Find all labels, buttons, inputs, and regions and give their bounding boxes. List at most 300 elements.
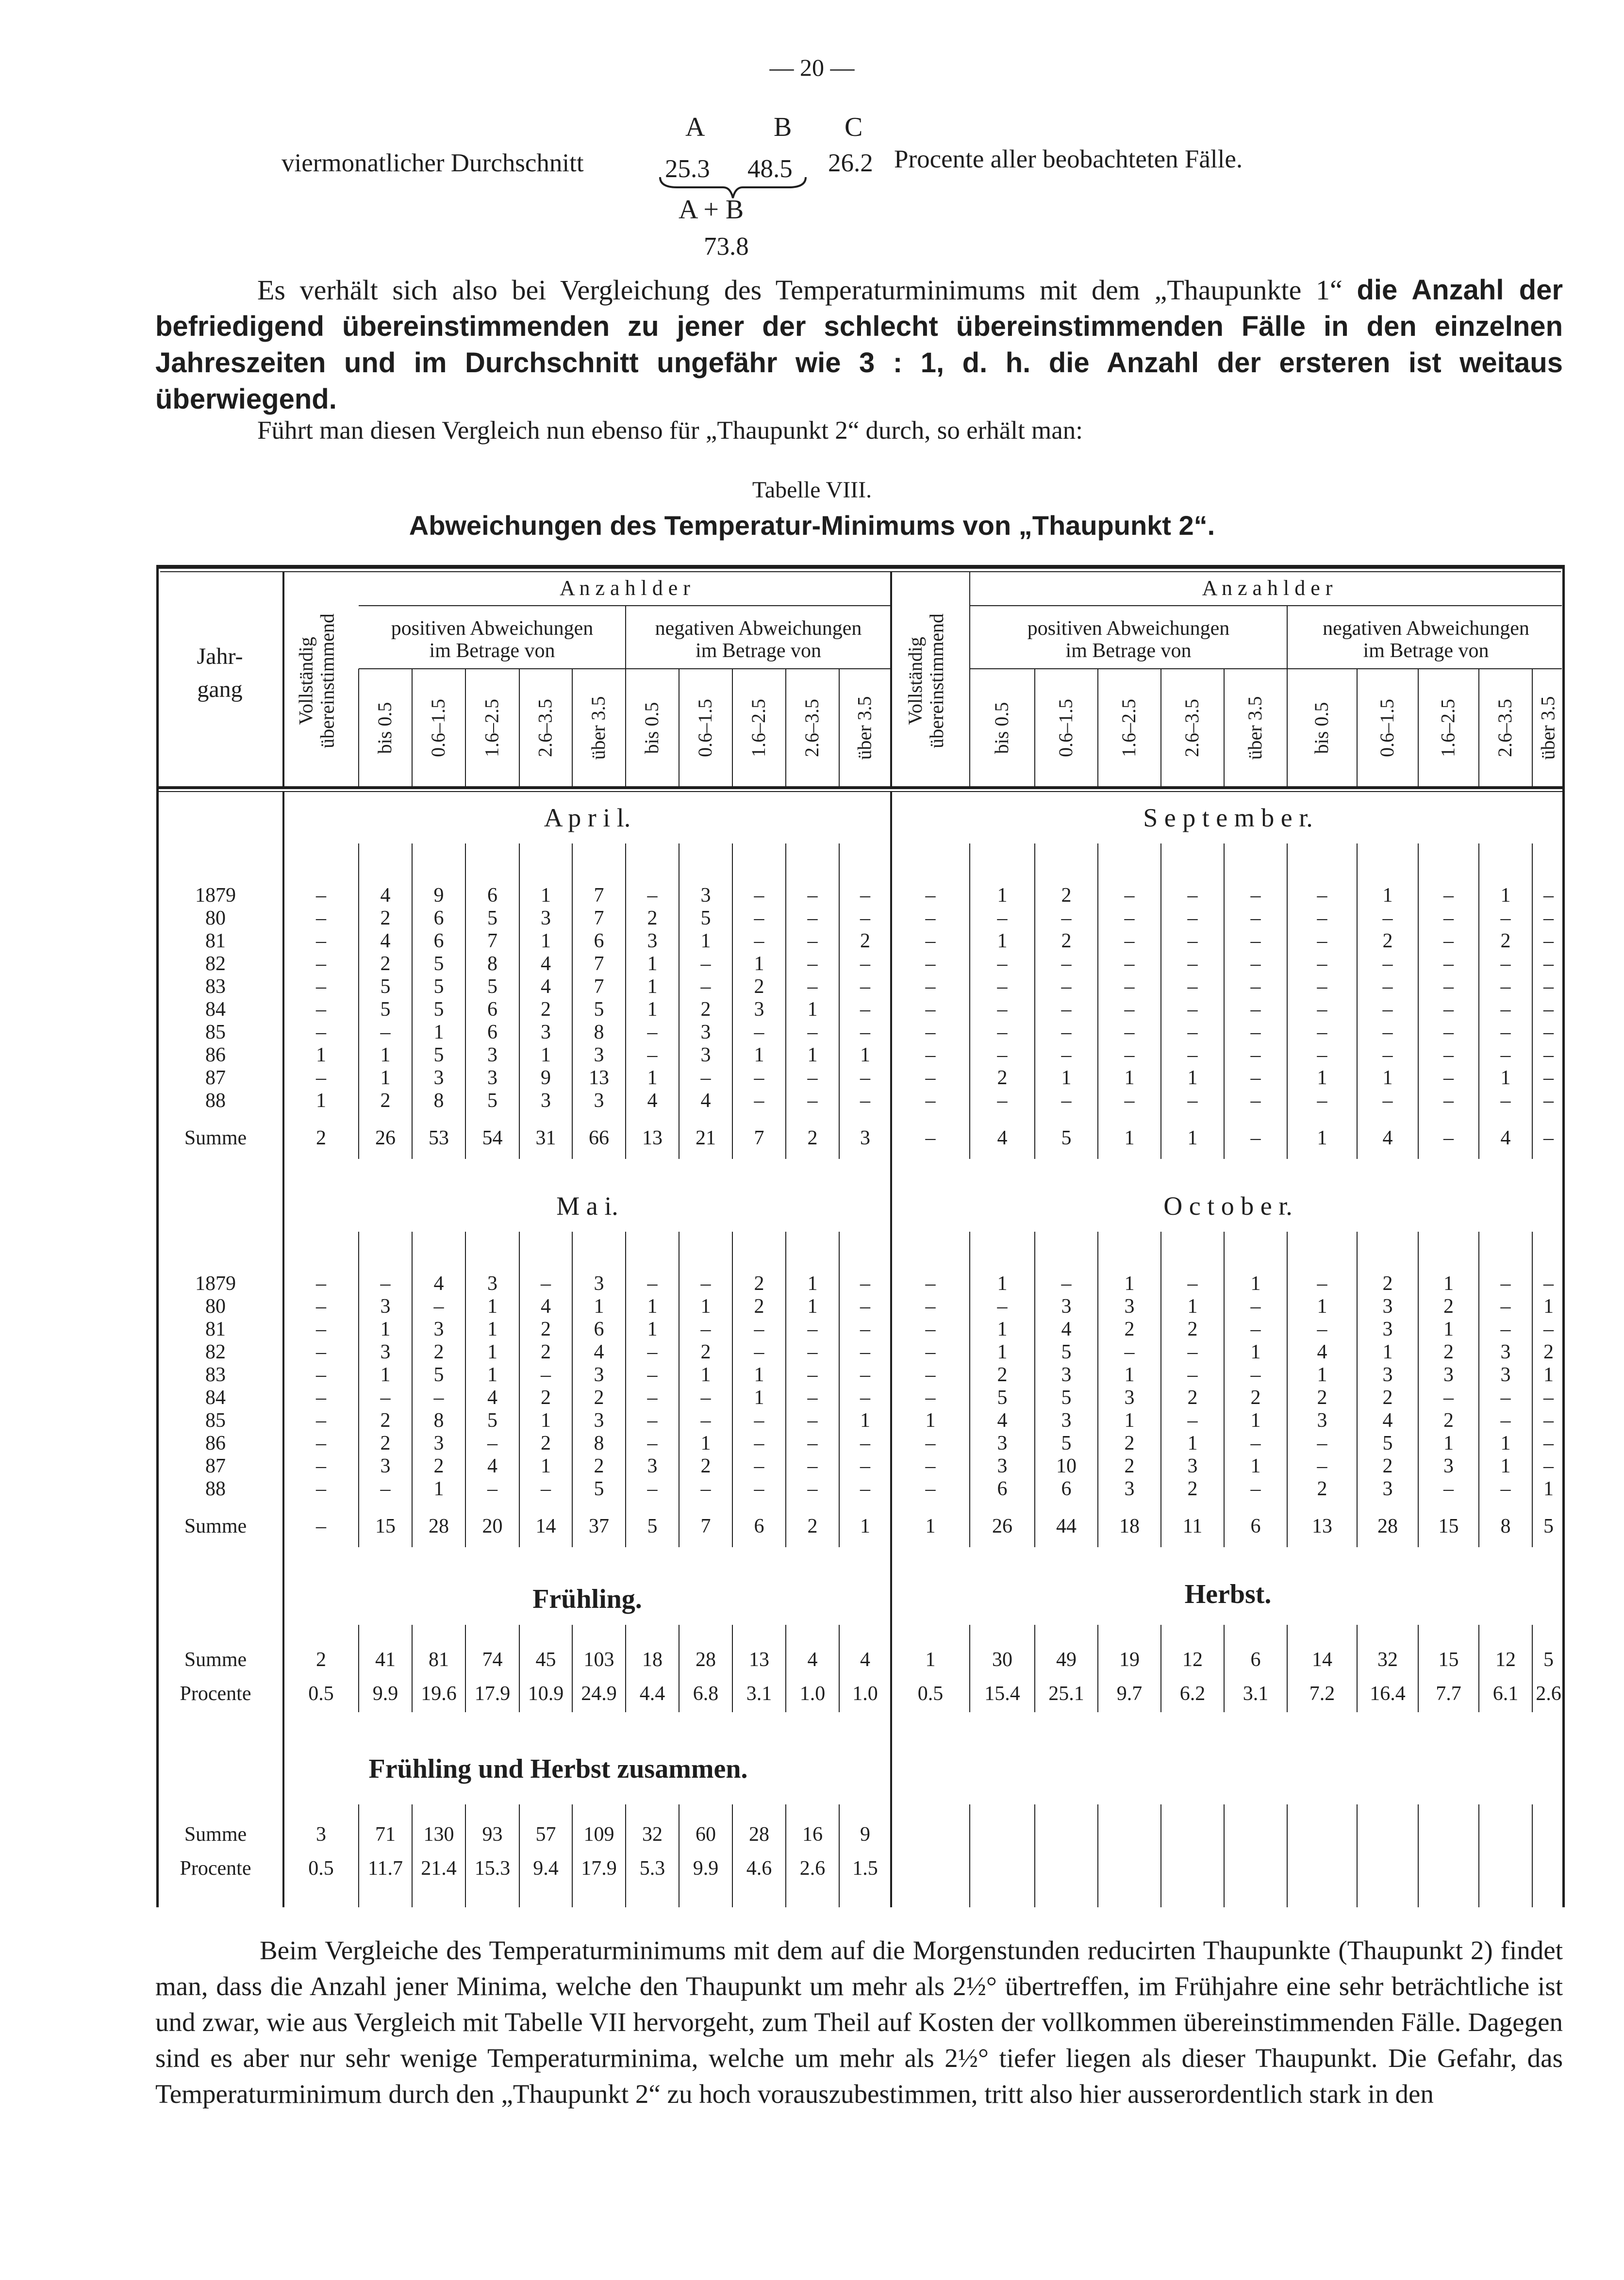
combined-value: 15.3 bbox=[474, 1857, 511, 1880]
cell-value: 1 bbox=[1500, 1067, 1511, 1089]
cell-value: – bbox=[1061, 1272, 1072, 1295]
header-range: bis 0.5 bbox=[374, 702, 396, 754]
cell-value: – bbox=[1124, 1341, 1135, 1363]
sum-value: 28 bbox=[1377, 1515, 1398, 1537]
cell-value: – bbox=[807, 1067, 818, 1089]
cell-value: 1 bbox=[1382, 884, 1393, 907]
combined-value: 4.6 bbox=[746, 1857, 772, 1880]
paragraph-1 bbox=[155, 272, 1563, 417]
cell-value: 5 bbox=[487, 1409, 497, 1432]
header-range: über 3.5 bbox=[1537, 696, 1559, 760]
cell-value: – bbox=[754, 1455, 764, 1477]
cell-value: 2 bbox=[1443, 1409, 1454, 1432]
sum-value: – bbox=[1443, 1127, 1454, 1149]
cell-value: – bbox=[860, 1318, 870, 1340]
cell-value: – bbox=[316, 1364, 326, 1386]
combined-value: 71 bbox=[375, 1823, 396, 1846]
cell-value: – bbox=[316, 1387, 326, 1409]
cell-value: – bbox=[925, 1432, 936, 1454]
cell-value: – bbox=[1187, 1021, 1198, 1043]
cell-value: – bbox=[316, 1295, 326, 1318]
header-range: 2.6–3.5 bbox=[1494, 699, 1516, 757]
cell-value: 1 bbox=[541, 1409, 551, 1432]
cell-value: 1 bbox=[647, 975, 658, 998]
cell-value: 2 bbox=[1317, 1478, 1327, 1500]
average-c: 26.2 bbox=[828, 149, 873, 177]
cell-value: 2 bbox=[380, 1409, 391, 1432]
cell-value: 1 bbox=[316, 1044, 326, 1066]
cell-value: – bbox=[433, 1295, 444, 1318]
cell-value: 2 bbox=[541, 1387, 551, 1409]
combined-value: 28 bbox=[749, 1823, 769, 1846]
row-label: 86 bbox=[205, 1044, 226, 1066]
cell-value: 1 bbox=[1500, 1455, 1511, 1477]
combined-value: 2.6 bbox=[799, 1857, 826, 1880]
cell-value: – bbox=[925, 930, 936, 952]
season-title-left: Frühling. bbox=[532, 1584, 642, 1614]
cell-value: 5 bbox=[433, 975, 444, 998]
cell-value: 3 bbox=[997, 1455, 1008, 1477]
row-label: 81 bbox=[205, 1318, 226, 1340]
cell-value: 1 bbox=[1500, 884, 1511, 907]
cell-value: 1 bbox=[1500, 1432, 1511, 1454]
cell-value: – bbox=[1443, 1090, 1454, 1112]
cell-value: 2 bbox=[380, 907, 391, 929]
cell-value: 1 bbox=[1443, 1318, 1454, 1340]
cell-value: 1 bbox=[700, 1432, 711, 1454]
cell-value: 1 bbox=[997, 884, 1008, 907]
sum-value: – bbox=[316, 1515, 326, 1537]
cell-value: 3 bbox=[647, 1455, 658, 1477]
cell-value: 1 bbox=[1061, 1067, 1072, 1089]
sum-value: 2 bbox=[807, 1127, 818, 1149]
cell-value: – bbox=[1250, 1067, 1261, 1089]
cell-value: 1 bbox=[700, 1364, 711, 1386]
cell-value: – bbox=[1500, 1318, 1511, 1340]
season-value: 12 bbox=[1182, 1649, 1203, 1671]
cell-value: 2 bbox=[700, 1341, 711, 1363]
cell-value: – bbox=[1061, 1044, 1072, 1066]
cell-value: – bbox=[754, 1432, 764, 1454]
sum-value: 13 bbox=[642, 1127, 663, 1149]
cell-value: – bbox=[1187, 1409, 1198, 1432]
cell-value: – bbox=[925, 1478, 936, 1500]
cell-value: 4 bbox=[541, 975, 551, 998]
cell-value: – bbox=[1543, 1432, 1554, 1454]
table-title: Abweichungen des Temperatur-Minimums von „Thaupunkt 2“. bbox=[409, 510, 1215, 541]
cell-value: – bbox=[1061, 953, 1072, 975]
cell-value: 1 bbox=[1543, 1364, 1554, 1386]
cell-value: – bbox=[1250, 1044, 1261, 1066]
cell-value: 1 bbox=[1443, 1432, 1454, 1454]
cell-value: 6 bbox=[1061, 1478, 1072, 1500]
cell-value: 6 bbox=[594, 930, 604, 952]
cell-value: – bbox=[860, 1021, 870, 1043]
cell-value: 1 bbox=[1382, 1341, 1393, 1363]
season-value: 18 bbox=[642, 1649, 663, 1671]
header-anzahl: A n z a h l d e r bbox=[560, 576, 690, 600]
cell-value: 5 bbox=[487, 1090, 497, 1112]
header-range: 0.6–1.5 bbox=[1055, 699, 1077, 757]
cell-value: – bbox=[807, 930, 818, 952]
cell-value: – bbox=[925, 1455, 936, 1477]
cell-value: 1 bbox=[997, 1272, 1008, 1295]
average-ab: 73.8 bbox=[704, 232, 749, 261]
section-title-1: M a i. bbox=[556, 1191, 618, 1221]
cell-value: 5 bbox=[433, 953, 444, 975]
cell-value: 4 bbox=[647, 1090, 658, 1112]
cell-value: – bbox=[1543, 1387, 1554, 1409]
cell-value: 1 bbox=[594, 1295, 604, 1318]
season-value: 19.6 bbox=[421, 1683, 457, 1705]
cell-value: – bbox=[1443, 907, 1454, 929]
cell-value: – bbox=[860, 1455, 870, 1477]
cell-value: – bbox=[1543, 1455, 1554, 1477]
season-value: 10.9 bbox=[528, 1683, 564, 1705]
cell-value: 1 bbox=[1124, 1364, 1135, 1386]
cell-value: 2 bbox=[1061, 884, 1072, 907]
cell-value: – bbox=[316, 1021, 326, 1043]
cell-value: – bbox=[860, 975, 870, 998]
cell-value: – bbox=[1317, 1044, 1327, 1066]
section-title-1: O c t o b e r. bbox=[1163, 1191, 1293, 1221]
cell-value: – bbox=[925, 1295, 936, 1318]
sum-value: 2 bbox=[316, 1127, 326, 1149]
row-label: 86 bbox=[205, 1432, 226, 1454]
cell-value: 3 bbox=[594, 1272, 604, 1295]
cell-value: – bbox=[1500, 1387, 1511, 1409]
season-value: 4 bbox=[807, 1649, 818, 1671]
cell-value: – bbox=[1061, 1021, 1072, 1043]
cell-value: – bbox=[1061, 975, 1072, 998]
table-label: Tabelle VIII. bbox=[752, 477, 872, 503]
letter-b: B bbox=[774, 112, 792, 142]
cell-value: – bbox=[1250, 1478, 1261, 1500]
cell-value: – bbox=[1382, 975, 1393, 998]
cell-value: – bbox=[1124, 953, 1135, 975]
cell-value: – bbox=[1500, 1021, 1511, 1043]
cell-value: 4 bbox=[433, 1272, 444, 1295]
cell-value: – bbox=[700, 1272, 711, 1295]
cell-value: 1 bbox=[754, 1387, 764, 1409]
combined-value: 130 bbox=[423, 1823, 454, 1846]
cell-value: – bbox=[925, 1341, 936, 1363]
cell-value: – bbox=[487, 1432, 497, 1454]
cell-value: 1 bbox=[1187, 1295, 1198, 1318]
cell-value: – bbox=[807, 1090, 818, 1112]
sum-value: 15 bbox=[1438, 1515, 1459, 1537]
season-value: 13 bbox=[749, 1649, 769, 1671]
season-value: 7.7 bbox=[1436, 1683, 1461, 1705]
cell-value: – bbox=[754, 930, 764, 952]
combined-value: 0.5 bbox=[308, 1857, 334, 1880]
cell-value: 13 bbox=[589, 1067, 609, 1089]
cell-value: – bbox=[433, 1387, 444, 1409]
cell-value: 5 bbox=[487, 907, 497, 929]
cell-value: 4 bbox=[1317, 1341, 1327, 1363]
cell-value: – bbox=[316, 907, 326, 929]
sum-value: 11 bbox=[1182, 1515, 1203, 1537]
cell-value: 1 bbox=[700, 930, 711, 952]
cell-value: 1 bbox=[754, 1364, 764, 1386]
combined-value: 16 bbox=[802, 1823, 823, 1846]
season-value: 14 bbox=[1312, 1649, 1332, 1671]
season-value: 1.0 bbox=[852, 1683, 878, 1705]
combined-value: 60 bbox=[696, 1823, 716, 1846]
cell-value: – bbox=[1500, 1090, 1511, 1112]
cell-value: – bbox=[1061, 998, 1072, 1021]
cell-value: – bbox=[860, 907, 870, 929]
cell-value: – bbox=[997, 1021, 1008, 1043]
cell-value: 1 bbox=[807, 998, 818, 1021]
cell-value: 1 bbox=[541, 1044, 551, 1066]
row-label: 87 bbox=[205, 1455, 226, 1477]
combined-value: 21.4 bbox=[421, 1857, 457, 1880]
cell-value: 5 bbox=[594, 1478, 604, 1500]
cell-value: 7 bbox=[487, 930, 497, 952]
cell-value: – bbox=[1443, 1478, 1454, 1500]
cell-value: 3 bbox=[594, 1044, 604, 1066]
cell-value: 3 bbox=[487, 1272, 497, 1295]
sum-value: 6 bbox=[754, 1515, 764, 1537]
sum-value: 54 bbox=[482, 1127, 503, 1149]
season-row-label: Procente bbox=[180, 1683, 251, 1705]
cell-value: 4 bbox=[487, 1387, 497, 1409]
cell-value: – bbox=[754, 1409, 764, 1432]
cell-value: – bbox=[860, 1432, 870, 1454]
cell-value: 4 bbox=[1382, 1409, 1393, 1432]
combined-value: 9 bbox=[860, 1823, 870, 1846]
average-label: viermonatlicher Durchschnitt bbox=[282, 149, 584, 177]
cell-value: – bbox=[316, 975, 326, 998]
sum-value: 14 bbox=[535, 1515, 556, 1537]
cell-value: 5 bbox=[433, 1044, 444, 1066]
sum-value: 7 bbox=[700, 1515, 711, 1537]
cell-value: 1 bbox=[380, 1067, 391, 1089]
row-label: 83 bbox=[205, 1364, 226, 1386]
sum-value: 5 bbox=[1061, 1127, 1072, 1149]
letter-a-plus-b: A + B bbox=[679, 195, 744, 225]
combined-value: 9.9 bbox=[693, 1857, 719, 1880]
cell-value: 1 bbox=[997, 930, 1008, 952]
cell-value: – bbox=[1317, 953, 1327, 975]
cell-value: 3 bbox=[433, 1318, 444, 1340]
season-value: 12 bbox=[1495, 1649, 1516, 1671]
cell-value: – bbox=[1061, 1090, 1072, 1112]
cell-value: – bbox=[316, 1455, 326, 1477]
cell-value: 2 bbox=[860, 930, 870, 952]
cell-value: – bbox=[860, 1478, 870, 1500]
cell-value: – bbox=[1500, 1295, 1511, 1318]
cell-value: 2 bbox=[594, 1387, 604, 1409]
section-title-0: S e p t e m b e r. bbox=[1143, 803, 1313, 832]
cell-value: 2 bbox=[997, 1067, 1008, 1089]
cell-value: 1 bbox=[1250, 1409, 1261, 1432]
cell-value: – bbox=[1382, 1044, 1393, 1066]
header-range: 2.6–3.5 bbox=[801, 699, 823, 757]
cell-value: 2 bbox=[754, 1295, 764, 1318]
header-jahrgang: gang bbox=[197, 677, 243, 702]
cell-value: – bbox=[860, 998, 870, 1021]
sum-value: 8 bbox=[1500, 1515, 1511, 1537]
cell-value: – bbox=[1500, 907, 1511, 929]
cell-value: 1 bbox=[1382, 1067, 1393, 1089]
season-value: 4 bbox=[860, 1649, 870, 1671]
cell-value: 5 bbox=[380, 975, 391, 998]
header-range: über 3.5 bbox=[1244, 696, 1266, 760]
cell-value: 2 bbox=[1382, 1387, 1393, 1409]
season-value: 6.2 bbox=[1179, 1683, 1206, 1705]
cell-value: 5 bbox=[1061, 1341, 1072, 1363]
cell-value: 3 bbox=[997, 1432, 1008, 1454]
cell-value: 3 bbox=[754, 998, 764, 1021]
cell-value: 3 bbox=[594, 1090, 604, 1112]
cell-value: 6 bbox=[594, 1318, 604, 1340]
sum-value: – bbox=[1250, 1127, 1261, 1149]
cell-value: – bbox=[647, 1409, 658, 1432]
cell-value: 2 bbox=[1250, 1387, 1261, 1409]
cell-value: 2 bbox=[1443, 1341, 1454, 1363]
cell-value: 2 bbox=[754, 1272, 764, 1295]
combined-value: 109 bbox=[583, 1823, 614, 1846]
cell-value: 6 bbox=[487, 998, 497, 1021]
cell-value: – bbox=[807, 1478, 818, 1500]
cell-value: – bbox=[1187, 1272, 1198, 1295]
cell-value: – bbox=[1124, 998, 1135, 1021]
cell-value: 1 bbox=[754, 953, 764, 975]
cell-value: 2 bbox=[1187, 1387, 1198, 1409]
cell-value: – bbox=[1187, 884, 1198, 907]
header-positiv: im Betrage von bbox=[429, 640, 555, 662]
cell-value: – bbox=[700, 1478, 711, 1500]
cell-value: – bbox=[1317, 884, 1327, 907]
season-value: 32 bbox=[1377, 1649, 1398, 1671]
sum-value: 44 bbox=[1056, 1515, 1077, 1537]
page-number: — 20 — bbox=[769, 54, 855, 81]
cell-value: 5 bbox=[487, 975, 497, 998]
header-negativ: im Betrage von bbox=[1363, 640, 1489, 662]
cell-value: – bbox=[860, 884, 870, 907]
cell-value: – bbox=[997, 953, 1008, 975]
cell-value: – bbox=[1543, 1409, 1554, 1432]
sum-value: – bbox=[1543, 1127, 1554, 1149]
row-label: 85 bbox=[205, 1409, 226, 1432]
cell-value: – bbox=[807, 907, 818, 929]
cell-value: – bbox=[1443, 1021, 1454, 1043]
cell-value: 1 bbox=[1250, 1341, 1261, 1363]
cell-value: – bbox=[807, 975, 818, 998]
season-value: 45 bbox=[535, 1649, 556, 1671]
cell-value: – bbox=[1250, 1090, 1261, 1112]
cell-value: – bbox=[700, 1409, 711, 1432]
cell-value: – bbox=[1500, 998, 1511, 1021]
cell-value: 5 bbox=[1382, 1432, 1393, 1454]
cell-value: 1 bbox=[1187, 1432, 1198, 1454]
sum-value: 1 bbox=[1124, 1127, 1135, 1149]
combined-title: Frühling und Herbst zusammen. bbox=[368, 1754, 748, 1784]
cell-value: 1 bbox=[647, 1067, 658, 1089]
cell-value: 2 bbox=[433, 1455, 444, 1477]
cell-value: – bbox=[316, 1478, 326, 1500]
cell-value: 2 bbox=[1061, 930, 1072, 952]
cell-value: 4 bbox=[1061, 1318, 1072, 1340]
cell-value: 1 bbox=[647, 1295, 658, 1318]
sum-value: – bbox=[925, 1127, 936, 1149]
cell-value: – bbox=[860, 1295, 870, 1318]
sum-value: 4 bbox=[997, 1127, 1008, 1149]
cell-value: 3 bbox=[1382, 1478, 1393, 1500]
combined-row-label: Summe bbox=[184, 1823, 247, 1846]
cell-value: – bbox=[925, 1387, 936, 1409]
cell-value: – bbox=[1543, 1067, 1554, 1089]
header-positiv: im Betrage von bbox=[1065, 640, 1192, 662]
row-label: 80 bbox=[205, 907, 226, 929]
cell-value: – bbox=[1543, 884, 1554, 907]
cell-value: 1 bbox=[860, 1409, 870, 1432]
cell-value: 1 bbox=[380, 1044, 391, 1066]
cell-value: 4 bbox=[487, 1455, 497, 1477]
cell-value: 2 bbox=[380, 1432, 391, 1454]
cell-value: – bbox=[1250, 1021, 1261, 1043]
cell-value: 2 bbox=[1187, 1478, 1198, 1500]
cell-value: 1 bbox=[1250, 1455, 1261, 1477]
cell-value: – bbox=[860, 1387, 870, 1409]
cell-value: 1 bbox=[1124, 1409, 1135, 1432]
cell-value: 6 bbox=[487, 884, 497, 907]
sum-value: 53 bbox=[429, 1127, 449, 1149]
cell-value: – bbox=[754, 1021, 764, 1043]
cell-value: – bbox=[1124, 907, 1135, 929]
cell-value: – bbox=[1250, 930, 1261, 952]
cell-value: – bbox=[997, 1090, 1008, 1112]
cell-value: 3 bbox=[1443, 1364, 1454, 1386]
season-value: 9.7 bbox=[1116, 1683, 1143, 1705]
sum-value: 37 bbox=[589, 1515, 609, 1537]
row-label: 88 bbox=[205, 1478, 226, 1500]
cell-value: – bbox=[925, 1318, 936, 1340]
cell-value: – bbox=[754, 1318, 764, 1340]
cell-value: 1 bbox=[997, 1341, 1008, 1363]
cell-value: – bbox=[1187, 907, 1198, 929]
cell-value: – bbox=[1443, 975, 1454, 998]
season-value: 103 bbox=[583, 1649, 614, 1671]
cell-value: – bbox=[807, 1455, 818, 1477]
row-label: 1879 bbox=[195, 1272, 236, 1295]
cell-value: 2 bbox=[754, 975, 764, 998]
cell-value: – bbox=[1500, 975, 1511, 998]
cell-value: – bbox=[1250, 953, 1261, 975]
season-value: 28 bbox=[696, 1649, 716, 1671]
cell-value: 1 bbox=[1187, 1067, 1198, 1089]
cell-value: – bbox=[487, 1478, 497, 1500]
cell-value: – bbox=[1543, 953, 1554, 975]
cell-value: – bbox=[997, 1044, 1008, 1066]
season-title-right: Herbst. bbox=[1184, 1579, 1272, 1609]
cell-value: – bbox=[925, 953, 936, 975]
cell-value: – bbox=[860, 1272, 870, 1295]
cell-value: 2 bbox=[541, 1341, 551, 1363]
cell-value: – bbox=[1187, 1341, 1198, 1363]
cell-value: – bbox=[860, 1090, 870, 1112]
cell-value: 2 bbox=[1124, 1432, 1135, 1454]
sum-value: 4 bbox=[1500, 1127, 1511, 1149]
cell-value: – bbox=[316, 998, 326, 1021]
cell-value: – bbox=[925, 975, 936, 998]
header-range: 2.6–3.5 bbox=[1181, 699, 1203, 757]
cell-value: – bbox=[1250, 1318, 1261, 1340]
cell-value: – bbox=[541, 1364, 551, 1386]
header-negativ: im Betrage von bbox=[696, 640, 821, 662]
